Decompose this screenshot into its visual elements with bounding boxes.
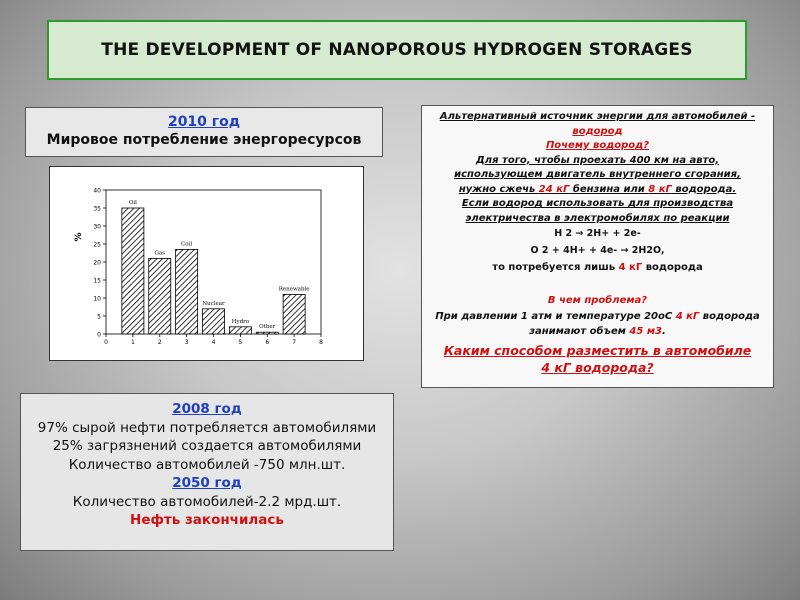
y-tick-label: 20 — [93, 259, 101, 267]
x-tick-label: 3 — [184, 339, 189, 346]
y-tick-label: 0 — [97, 331, 101, 339]
pollution-text: 25% загрязнений создается автомобилями — [52, 438, 362, 454]
bar-gas — [149, 258, 171, 334]
needed-post: водорода — [642, 262, 703, 273]
problem-line2 — [422, 325, 773, 340]
problem2-pre: занимают объем — [529, 325, 630, 337]
para2-line1: Если водород использовать для производства — [461, 198, 734, 209]
bar-label-oil: Oil — [128, 200, 137, 206]
bar-label-other: Other — [259, 324, 276, 331]
bar-label-nuclear: Nuclear — [202, 300, 225, 307]
year-2050-label: 2050 год — [172, 475, 242, 491]
bar-renewable — [283, 294, 305, 334]
reaction-equation-2: O 2 + 4H+ + 4e- → 2H2O, — [530, 244, 665, 256]
x-tick-label: 1 — [130, 339, 135, 346]
question-line2: 4 кГ водорода? — [541, 360, 654, 375]
energy-2010-box — [25, 107, 383, 157]
x-tick-label: 7 — [292, 339, 297, 346]
para1-line3-pre: нужно сжечь — [458, 183, 539, 195]
y-axis-label: % — [74, 232, 84, 242]
needed-pre: то потребуется лишь — [492, 262, 619, 273]
para1-line3-mid: бензина или — [569, 183, 649, 195]
y-tick-label: 5 — [97, 313, 101, 321]
oil-ended-text: Нефть закончилась — [130, 512, 284, 528]
bar-oil — [122, 208, 144, 334]
title-banner — [47, 20, 747, 80]
problem1-amount: 4 кГ — [675, 311, 700, 322]
world-consumption-label: Мировое потребление энергоресурсов — [46, 132, 362, 148]
energy-chart — [49, 166, 364, 361]
y-tick-label: 10 — [93, 295, 101, 303]
para2-line2: электричества в электромобилях по реакции — [465, 212, 730, 224]
x-tick-label: 0 — [104, 339, 108, 346]
para1-line2: использующем двигатель внутреннего сгорания, — [454, 169, 741, 180]
gasoline-amount: 24 кГ — [538, 183, 570, 195]
oil-consumption-text: 97% сырой нефти потребляется автомобилями — [37, 419, 377, 436]
problem1-pre: При давлении 1 атм и температуре 20оС — [435, 311, 676, 322]
bar-label-gas: Gas — [154, 250, 165, 257]
alt-source-line2: водород — [572, 125, 623, 137]
question-line1: Каким способом разместить в автомобиле — [443, 343, 752, 358]
x-tick-label: 5 — [238, 339, 243, 346]
why-hydrogen-heading: Почему водород? — [545, 140, 650, 151]
bar-label-coil: Coil — [181, 241, 193, 248]
year-2008-label: 2008 год — [172, 401, 242, 417]
y-tick-label: 40 — [93, 187, 101, 195]
x-tick-label: 6 — [265, 339, 270, 346]
page-title: THE DEVELOPMENT OF NANOPOROUS HYDROGEN STORAGES — [101, 40, 693, 60]
bar-hydro — [229, 327, 251, 334]
year-2010-label: 2010 год — [167, 114, 241, 130]
y-tick-label: 35 — [93, 205, 101, 213]
x-tick-label: 2 — [157, 339, 162, 346]
bar-coil — [176, 249, 198, 334]
x-tick-label: 4 — [211, 339, 216, 346]
hydrogen-amount: 8 кГ — [648, 183, 672, 195]
para1-line3-post: водорода. — [671, 183, 737, 195]
car-count-2008-text: Количество автомобилей -750 млн.шт. — [68, 456, 346, 473]
bar-nuclear — [202, 309, 224, 334]
y-tick-label: 15 — [93, 277, 101, 285]
problem2-post: . — [661, 325, 666, 337]
bar-other — [256, 332, 278, 334]
needed-amount: 4 кГ — [618, 262, 643, 273]
para1-line1: Для того, чтобы проехать 400 км на авто, — [475, 154, 720, 166]
para1-line3 — [422, 183, 773, 198]
x-tick-label: 8 — [319, 339, 323, 346]
needed-hydrogen-line — [422, 261, 773, 276]
bar-label-renewable: Renewable — [278, 286, 310, 293]
car-count-2050-text: Количество автомобилей-2.2 мрд.шт. — [72, 493, 342, 510]
hydrogen-info-box — [421, 105, 774, 388]
alt-source-line1: Альтернативный источник энергии для автомобилей - — [439, 111, 756, 122]
volume-amount: 45 м3 — [629, 325, 662, 337]
problem-heading: В чем проблема? — [547, 294, 648, 306]
y-tick-label: 30 — [93, 223, 101, 231]
bar-label-hydro: Hydro — [231, 318, 250, 325]
cars-stats-box — [20, 393, 394, 551]
problem-line1 — [422, 310, 773, 325]
problem1-post: водорода — [699, 311, 760, 322]
y-tick-label: 25 — [93, 241, 101, 249]
energy-chart-svg — [50, 167, 363, 360]
reaction-equation-1: H 2 → 2H+ + 2e- — [554, 228, 641, 239]
